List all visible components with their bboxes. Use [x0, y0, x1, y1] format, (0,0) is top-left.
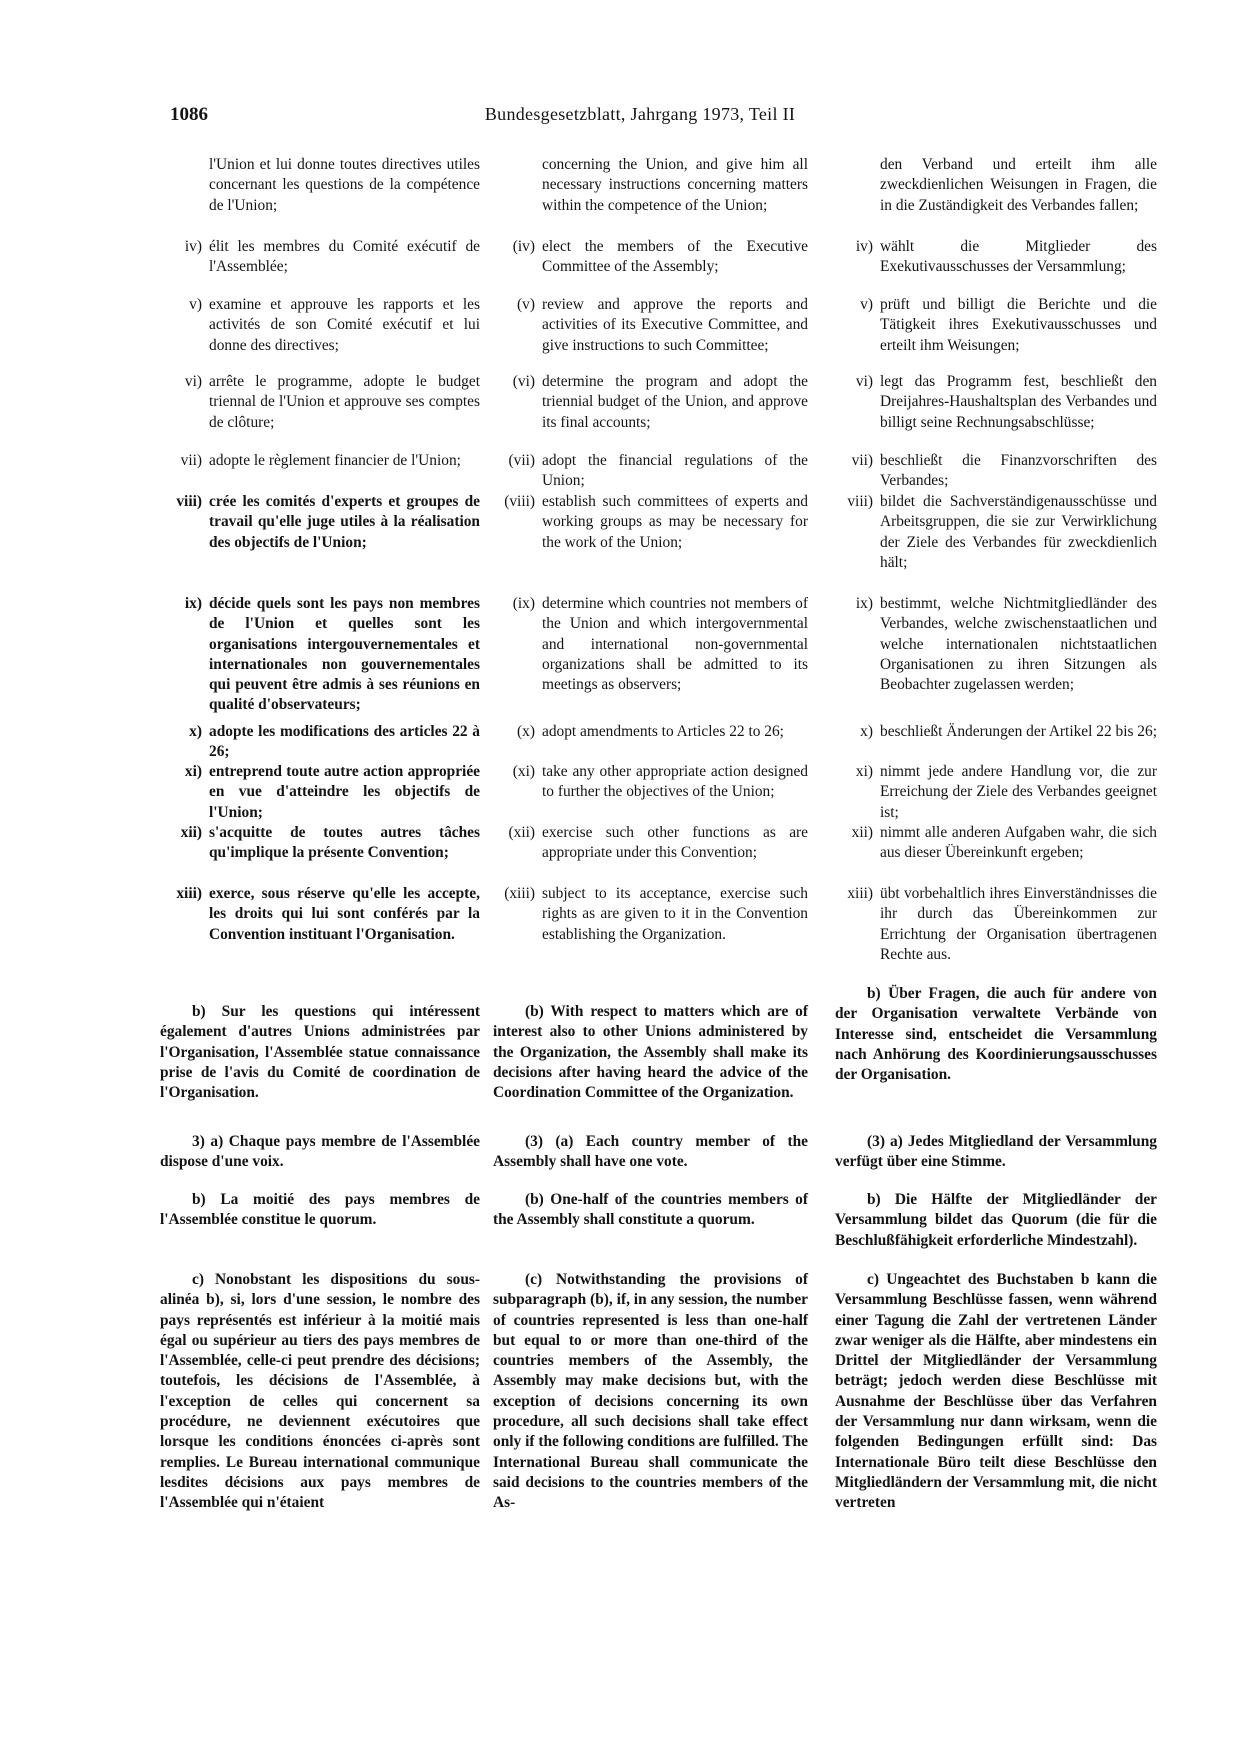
- paragraph-3b: b) Die Hälfte der Mitgliedländer der Versammlung bildet das Quorum (die für die Beschlußfähigkeit erforderliche Mindestzahl).: [835, 1191, 1157, 1249]
- french-column: [160, 155, 480, 1514]
- item-number: (ix): [512, 595, 535, 612]
- item-text: nimmt jede andere Handlung vor, die zur Erreichung der Ziele des Verbandes geeignet ist;: [880, 763, 1157, 821]
- item-text: übt vorbehaltlich ihres Einverständnisses die ihr durch das Übereinkommen zur Errichtung der Organisation übertragenen Rechte aus.: [880, 885, 1157, 963]
- item-number: viii): [847, 493, 873, 510]
- item-text: exercise such other functions as are appropriate under this Convention;: [542, 824, 808, 862]
- item-text: determine which countries not members of the Union and which intergovernmental and international non-governmental organizations shall be admitted to its meetings as observers;: [542, 595, 808, 694]
- paragraph-3c: c) Ungeachtet des Buchstaben b kann die Versammlung Beschlüsse fassen, wenn während einer Tagung die Zahl der vertretenen Länder zwar weniger als die Hälfte, aber mindestens ein Drittel der Mitgliedländer der Versammlung beträgt; jedoch werden diese Beschlüsse mit Ausnahme der Beschlüsse über das Verfahren der Versammlung nur dann wirksam, wenn die folgenden Bedingungen erfüllt sind: Das Internationale Büro teilt diese Beschlüsse den Mitgliedländern der Versammlung mit, die nicht vertreten: [835, 1271, 1157, 1512]
- list-item-v: [493, 295, 808, 372]
- item-text: beschließt die Finanzvorschriften des Verbandes;: [880, 452, 1157, 490]
- list-item-xii: [160, 823, 480, 884]
- list-item-xi: [160, 762, 480, 823]
- list-item-xi: [493, 762, 808, 823]
- intro-item: [835, 155, 1157, 237]
- page-header: [0, 104, 1237, 128]
- item-text: adopt the financial regulations of the Union;: [542, 452, 808, 490]
- item-text: entreprend toute autre action appropriée en vue d'atteindre les objectifs de l'Union;: [209, 763, 480, 821]
- item-text: nimmt alle anderen Aufgaben wahr, die sich aus dieser Übereinkunft ergeben;: [880, 824, 1157, 862]
- list-item-xi: [835, 762, 1157, 823]
- item-number: vii): [851, 452, 873, 469]
- item-number: viii): [176, 493, 202, 510]
- item-text: adopte le règlement financier de l'Union;: [209, 452, 461, 469]
- item-number: (iv): [512, 238, 535, 255]
- item-text: élit les membres du Comité exécutif de l'Assemblée;: [209, 238, 480, 276]
- item-number: v): [860, 296, 873, 313]
- list-item-iv: [493, 237, 808, 295]
- list-item-x: [160, 722, 480, 762]
- item-text: adopt amendments to Articles 22 to 26;: [542, 723, 784, 740]
- running-title: Bundesgesetzblatt, Jahrgang 1973, Teil II: [484, 104, 796, 124]
- paragraph-2b: b) Sur les questions qui intéressent également d'autres Unions administrées par l'Organisation, l'Assemblée statue connaissance prise de l'avis du Comité de coordination de l'Organisation.: [160, 1003, 480, 1102]
- list-item-xii: [493, 823, 808, 884]
- item-text: subject to its acceptance, exercise such rights as are given to it in the Convention establishing the Organization.: [542, 885, 808, 943]
- list-item-iv: [160, 237, 480, 295]
- paragraph-2b: b) Über Fragen, die auch für andere von der Organisation verwaltete Verbände von Interesse sind, entscheidet die Versammlung nach Anhörung des Koordinierungsausschusses der Organisation.: [835, 985, 1157, 1084]
- item-number: vi): [184, 373, 202, 390]
- item-text: determine the program and adopt the triennial budget of the Union, and approve its final accounts;: [542, 373, 808, 431]
- list-item-xiii: [493, 884, 808, 1002]
- list-item-xiii: [160, 884, 480, 1002]
- paragraph-3a: (3) a) Jedes Mitgliedland der Versammlung verfügt über eine Stimme.: [835, 1133, 1157, 1171]
- page-number: 1086: [170, 104, 208, 125]
- list-item-vi: [493, 372, 808, 451]
- list-item-vii: [493, 451, 808, 492]
- german-column: [835, 155, 1157, 1514]
- list-item-vii: [160, 451, 480, 492]
- list-item-vi: [835, 372, 1157, 451]
- list-item-xiii: [835, 884, 1157, 984]
- intro-item: [160, 155, 480, 237]
- item-number: (xi): [512, 763, 535, 780]
- item-text: bestimmt, welche Nichtmitgliedländer des Verbandes, welche zwischenstaatlichen und welche internationalen nichtstaatlichen Organisationen zu ihren Sitzungen als Beobachter zugelassen werden;: [880, 595, 1157, 694]
- item-text: arrête le programme, adopte le budget triennal de l'Union et approuve ses comptes de clôture;: [209, 373, 480, 431]
- item-number: (xiii): [504, 885, 535, 902]
- list-item-ix: [835, 594, 1157, 722]
- item-number: v): [189, 296, 202, 313]
- intro-text: concerning the Union, and give him all necessary instructions concerning matters within the competence of the Union;: [542, 156, 808, 214]
- item-text: crée les comités d'experts et groupes de travail qu'elle juge utiles à la réalisation des objectifs de l'Union;: [209, 493, 480, 551]
- item-text: bildet die Sachverständigenausschüsse und Arbeitsgruppen, die sie zur Verwirklichung der Ziele des Verbandes für zweckdienlich hält;: [880, 493, 1157, 571]
- intro-text: l'Union et lui donne toutes directives utiles concernant les questions de la compétence de l'Union;: [209, 156, 480, 214]
- item-text: establish such committees of experts and working groups as may be necessary for the work of the Union;: [542, 493, 808, 551]
- paragraph-3b: b) La moitié des pays membres de l'Assemblée constitue le quorum.: [160, 1191, 480, 1229]
- item-text: beschließt Änderungen der Artikel 22 bis 26;: [880, 723, 1157, 740]
- item-text: examine et approuve les rapports et les activités de son Comité exécutif et lui donne des directives;: [209, 296, 480, 354]
- item-number: ix): [184, 595, 202, 612]
- item-text: s'acquitte de toutes autres tâches qu'implique la présente Convention;: [209, 824, 480, 862]
- list-item-v: [835, 295, 1157, 372]
- item-number: vii): [180, 452, 202, 469]
- item-number: iv): [184, 238, 202, 255]
- item-number: (xii): [508, 824, 535, 841]
- item-text: adopte les modifications des articles 22 à 26;: [209, 723, 480, 761]
- item-number: xii): [851, 824, 873, 841]
- english-column: [493, 155, 808, 1514]
- item-number: xi): [855, 763, 873, 780]
- paragraph-2b: (b) With respect to matters which are of interest also to other Unions administered by the Organization, the Assembly shall make its decisions after having heard the advice of the Coordination Committee of the Organization.: [493, 1003, 808, 1102]
- item-number: ix): [855, 595, 873, 612]
- list-item-vii: [835, 451, 1157, 492]
- list-item-ix: [160, 594, 480, 722]
- list-item-x: [835, 722, 1157, 762]
- item-text: elect the members of the Executive Committee of the Assembly;: [542, 238, 808, 276]
- item-text: prüft und billigt die Berichte und die Tätigkeit ihres Exekutivausschusses und erteilt ihm Weisungen;: [880, 296, 1157, 354]
- list-item-xii: [835, 823, 1157, 884]
- list-item-iv: [835, 237, 1157, 295]
- item-number: (viii): [504, 493, 535, 510]
- list-item-vi: [160, 372, 480, 451]
- paragraph-3c: c) Nonobstant les dispositions du sous-alinéa b), si, lors d'une session, le nombre des pays représentés est inférieur à la moitié mais égal ou supérieur au tiers des pays membres de l'Assemblée, celle-ci peut prendre des décisions; toutefois, les décisions de l'Assemblée, à l'exception de celles qui concernent sa procédure, ne deviennent exécutoires que lorsque les conditions énoncées ci-après sont remplies. Le Bureau international communique lesdites décisions aux pays membres de l'Assemblée qui n'étaient: [160, 1271, 480, 1512]
- item-number: (vii): [508, 452, 535, 469]
- list-item-x: [493, 722, 808, 762]
- item-number: (x): [517, 723, 535, 740]
- paragraph-3c: (c) Notwithstanding the provisions of subparagraph (b), if, in any session, the number of countries represented is less than one-half but equal to or more than one-third of the countries members of the Assembly, the Assembly may make decisions but, with the exception of decisions concerning its own procedure, all such decisions shall take effect only if the following conditions are fulfilled. The International Bureau shall communicate the said decisions to the countries members of the As-: [493, 1271, 808, 1512]
- list-item-viii: [835, 492, 1157, 594]
- list-item-viii: [493, 492, 808, 594]
- item-text: take any other appropriate action designed to further the objectives of the Union;: [542, 763, 808, 801]
- item-number: xii): [180, 824, 202, 841]
- item-text: wählt die Mitglieder des Exekutivausschusses der Versammlung;: [880, 238, 1157, 276]
- item-text: review and approve the reports and activities of its Executive Committee, and give instructions to such Committee;: [542, 296, 808, 354]
- list-item-v: [160, 295, 480, 372]
- item-number: x): [860, 723, 873, 740]
- list-item-viii: [160, 492, 480, 594]
- paragraph-3a: 3) a) Chaque pays membre de l'Assemblée dispose d'une voix.: [160, 1133, 480, 1171]
- item-number: iv): [855, 238, 873, 255]
- paragraph-3a: (3) (a) Each country member of the Assembly shall have one vote.: [493, 1133, 808, 1171]
- paragraph-3b: (b) One-half of the countries members of the Assembly shall constitute a quorum.: [493, 1191, 808, 1229]
- item-number: (vi): [512, 373, 535, 390]
- item-number: xiii): [176, 885, 202, 902]
- item-number: xi): [184, 763, 202, 780]
- item-number: x): [189, 723, 202, 740]
- item-text: décide quels sont les pays non membres de l'Union et quelles sont les organisations intergouvernementales et internationales non gouvernementales qui peuvent être admis à ses réunions en qualité d'observateurs;: [209, 595, 480, 714]
- item-number: xiii): [847, 885, 873, 902]
- intro-text: den Verband und erteilt ihm alle zweckdienlichen Weisungen in Fragen, die in die Zuständigkeit des Verbandes fallen;: [880, 156, 1157, 214]
- item-number: (v): [517, 296, 535, 313]
- item-text: exerce, sous réserve qu'elle les accepte, les droits qui lui sont conférés par la Convention instituant l'Organisation.: [209, 885, 480, 943]
- item-text: legt das Programm fest, beschließt den Dreijahres-Haushaltsplan des Verbandes und billigt seine Rechnungsabschlüsse;: [880, 373, 1157, 431]
- item-number: vi): [855, 373, 873, 390]
- list-item-ix: [493, 594, 808, 722]
- intro-item: [493, 155, 808, 237]
